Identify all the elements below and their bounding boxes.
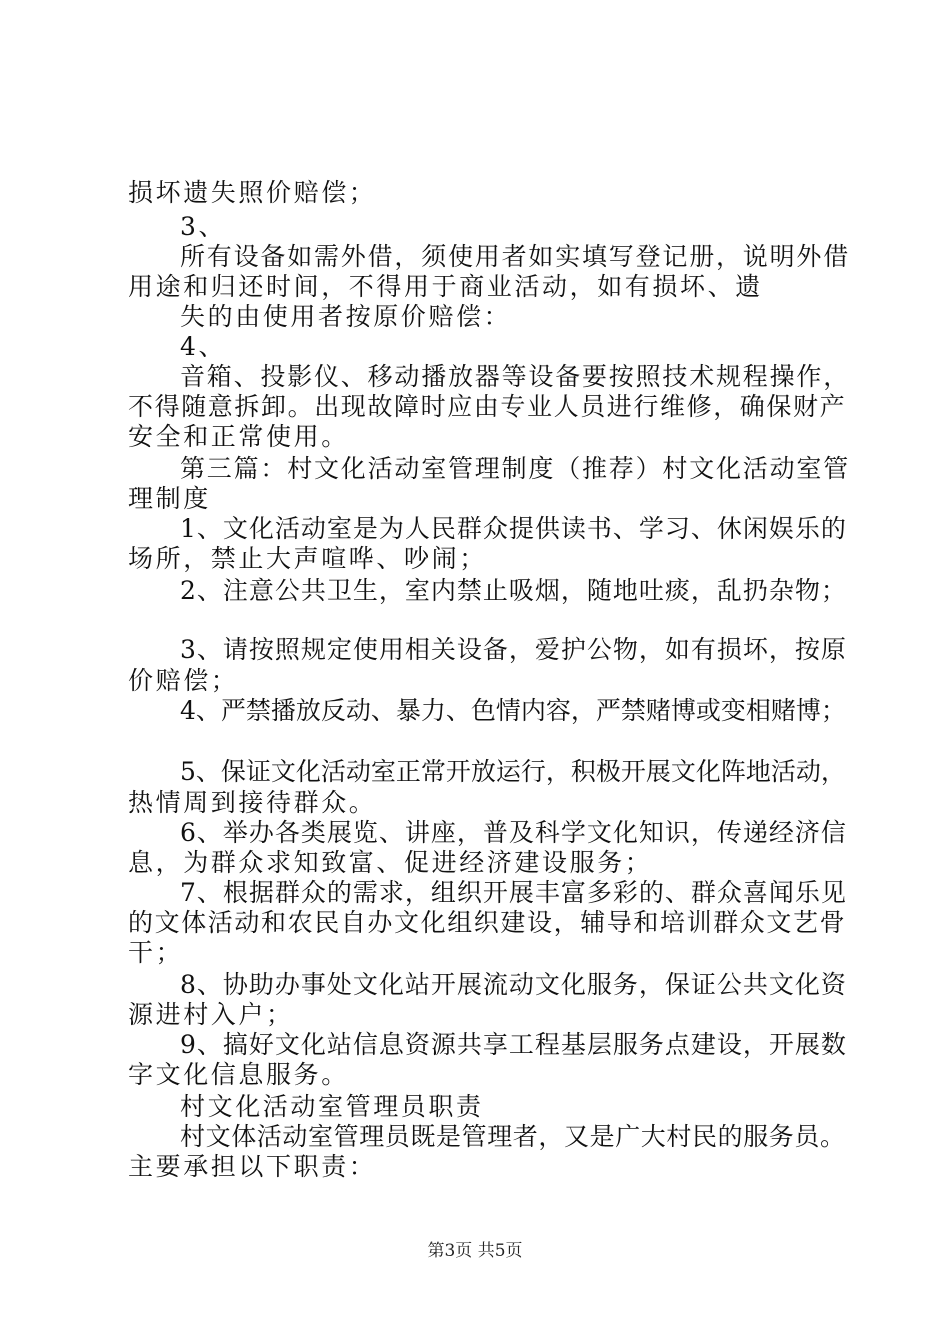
rule-item: 1、文化活动室是为人民群众提供读书、学习、休闲娱乐的 bbox=[180, 514, 847, 543]
rule-item: 热情周到接待群众。 bbox=[128, 788, 377, 817]
rule-item: 8、协助办事处文化站开展流动文化服务，保证公共文化资 bbox=[180, 970, 847, 999]
rule-item: 7、根据群众的需求，组织开展丰富多彩的、群众喜闻乐见 bbox=[180, 878, 847, 907]
body-line: 音箱、投影仪、移动播放器等设备要按照技术规程操作， bbox=[180, 362, 851, 391]
body-line: 损坏遗失照价赔偿； bbox=[128, 178, 377, 207]
rule-item: 息，为群众求知致富、促进经济建设服务； bbox=[128, 848, 653, 877]
rule-item: 6、举办各类展览、讲座，普及科学文化知识，传递经济信 bbox=[180, 818, 847, 847]
section-heading: 理制度 bbox=[128, 484, 211, 513]
rule-item: 3、请按照规定使用相关设备，爱护公物，如有损坏，按原 bbox=[180, 635, 847, 664]
body-line: 村文体活动室管理员既是管理者，又是广大村民的服务员。 bbox=[180, 1122, 846, 1151]
body-line: 安全和正常使用。 bbox=[128, 422, 349, 451]
rule-item: 5、保证文化活动室正常开放运行，积极开展文化阵地活动， bbox=[180, 757, 846, 786]
body-line: 不得随意拆卸。出现故障时应由专业人员进行维修，确保财产 bbox=[128, 392, 847, 421]
rule-item: 4、严禁播放反动、暴力、色情内容，严禁赌博或变相赌博； bbox=[180, 696, 846, 725]
body-line: 主要承担以下职责： bbox=[128, 1152, 377, 1181]
body-line: 失的由使用者按原价赔偿： bbox=[180, 302, 512, 331]
rule-item: 的文体活动和农民自办文化组织建设，辅导和培训群众文艺骨 bbox=[128, 908, 847, 937]
rule-item: 字文化信息服务。 bbox=[128, 1060, 349, 1089]
rule-item: 源进村入户； bbox=[128, 1000, 294, 1029]
rule-item: 2、注意公共卫生，室内禁止吸烟，随地吐痰，乱扔杂物； bbox=[180, 576, 847, 605]
body-line: 3、 bbox=[180, 212, 227, 241]
body-line: 用途和归还时间，不得用于商业活动，如有损坏、遗 bbox=[128, 272, 763, 301]
page-footer: 第3页 共5页 bbox=[427, 1241, 523, 1261]
body-line: 所有设备如需外借，须使用者如实填写登记册，说明外借 bbox=[180, 242, 851, 271]
body-line: 4、 bbox=[180, 332, 227, 361]
subsection-heading: 村文化活动室管理员职责 bbox=[180, 1092, 484, 1121]
rule-item: 9、搞好文化站信息资源共享工程基层服务点建设，开展数 bbox=[180, 1030, 847, 1059]
rule-item: 场所，禁止大声喧哗、吵闹； bbox=[128, 544, 487, 573]
rule-item: 干； bbox=[128, 938, 184, 967]
rule-item: 价赔偿； bbox=[128, 666, 239, 695]
section-heading: 第三篇：村文化活动室管理制度（推荐）村文化活动室管 bbox=[180, 454, 851, 483]
